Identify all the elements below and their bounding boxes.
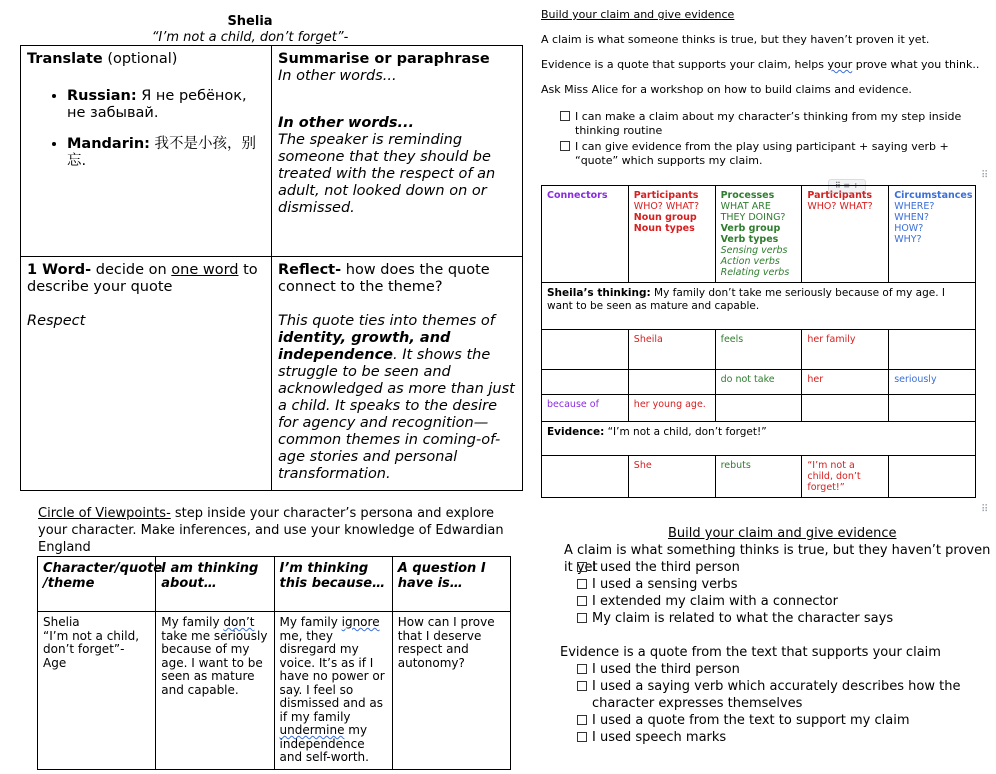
success-criteria-evidence[interactable]: I can give evidence from the play using participant + saying verb + “quote” which supports my claim.: [560, 140, 970, 154]
summarise-answer: In other words... The speaker is reminding someone that they should be treated with the respect of an adult, not looked down on or dismissed.: [278, 115, 496, 216]
reflect-heading: Reflect-: [278, 262, 342, 278]
drag-handle-icon[interactable]: ⠿: [981, 504, 989, 515]
drag-handle-icon[interactable]: ⠿: [981, 170, 989, 181]
checkbox[interactable]: [577, 664, 587, 674]
grammar-row: She rebuts “I’m not a child, don’t forget!”: [542, 456, 976, 498]
translate-heading: Translate: [27, 51, 103, 67]
circle-of-viewpoints-table: [37, 556, 511, 770]
cov-header-question: A question I have is…: [392, 557, 510, 612]
col-connectors[interactable]: Connectors: [542, 186, 629, 283]
quote-analysis-table: [20, 45, 523, 491]
evidence-definition: Evidence is a quote that supports your claim, helps your prove what you think..: [541, 58, 980, 71]
cov-cell-thinking-about[interactable]: My family don’t take me seriously because of my age. I want to be seen as mature and capable.: [156, 612, 274, 770]
checkbox[interactable]: [577, 596, 587, 606]
col-processes[interactable]: Processes WHAT ARE THEY DOING? Verb group Verb types Sensing verbs Action verbs Relating verbs: [715, 186, 802, 283]
translation-mandarin: • Mandarin: 我不是小孩，别忘.: [67, 136, 265, 170]
workshop-note: Ask Miss Alice for a workshop on how to build claims and evidence.: [541, 83, 912, 96]
claim-check-item[interactable]: I extended my claim with a connector: [577, 593, 987, 610]
evidence-row[interactable]: Evidence: “I’m not a child, don’t forget!”: [542, 422, 976, 456]
evidence-criteria-intro: Evidence is a quote from the text that supports your claim: [560, 645, 941, 660]
translate-cell[interactable]: [21, 46, 272, 257]
summarise-prompt: In other words...: [278, 68, 397, 84]
checkbox[interactable]: [577, 715, 587, 725]
checkbox[interactable]: [577, 579, 587, 589]
checkbox[interactable]: [577, 613, 587, 623]
checkbox[interactable]: [577, 562, 587, 572]
one-word-heading: 1 Word-: [27, 262, 92, 278]
card-title-quote: “I’m not a child, don’t forget”-: [151, 30, 349, 45]
reflect-cell[interactable]: Reflect- how does the quote connect to the theme? This quote ties into themes of identity, growth, and independence. It shows the struggle to be seen and acknowledged as more than just a child. It speaks to the desire for agency and recognition—common themes in coming-of-age stories and personal transformation.: [272, 257, 523, 491]
reflect-answer: This quote ties into themes of identity, growth, and independence. It shows the struggle to be seen and acknowledged as more than just a child. It speaks to the desire for agency and recognition—common themes in coming-of-age stories and personal transformation.: [278, 313, 515, 482]
claim-check-item[interactable]: I used the third person: [577, 559, 987, 576]
translation-list: [27, 88, 265, 170]
checkbox[interactable]: [577, 732, 587, 742]
summarise-cell[interactable]: [272, 46, 523, 257]
cov-header-character: Character/quote /theme: [38, 557, 156, 612]
cov-cell-character[interactable]: Shelia “I’m not a child, don’t forget”- Age: [38, 612, 156, 770]
claim-check-item[interactable]: I used a sensing verbs: [577, 576, 987, 593]
col-participants[interactable]: Participants WHO? WHAT? Noun group Noun types: [628, 186, 715, 283]
cov-cell-question[interactable]: How can I prove that I deserve respect and autonomy?: [392, 612, 510, 770]
checkbox[interactable]: [577, 681, 587, 691]
one-word-answer: Respect: [27, 313, 86, 329]
table-toolbar[interactable]: ⠿ ≡ +: [828, 179, 866, 193]
cov-header-thinking-about: I am thinking about…: [156, 557, 274, 612]
checkbox[interactable]: [560, 111, 570, 121]
checkbox[interactable]: [560, 141, 570, 151]
grammar-row: do not take her seriously: [542, 370, 976, 395]
claim-criteria-intro: A claim is what something thinks is true, but they haven’t proven it yet: [564, 543, 991, 575]
sheila-thinking-row[interactable]: Sheila’s thinking: My family don’t take me seriously because of my age. I want to be seen as mature and capable.: [542, 283, 976, 330]
cov-cell-thinking-because[interactable]: My family ignore me, they disregard my voice. It’s as if I have no power or say. I feel so dismissed and as if my family undermine my independence and self-worth.: [274, 612, 392, 770]
grammar-row: Sheila feels her family: [542, 330, 976, 370]
evidence-check-item[interactable]: I used a quote from the text to support my claim: [577, 712, 987, 729]
grammar-row: because of her young age.: [542, 395, 976, 422]
translation-russian: • Russian: Я не ребёнок, не забывай.: [67, 88, 265, 122]
card-title-name: Shelia: [227, 14, 273, 29]
translate-heading-suffix: (optional): [102, 51, 178, 67]
claim-heading: Build your claim and give evidence: [541, 8, 735, 21]
summarise-heading: Summarise or paraphrase: [278, 51, 490, 67]
criteria-heading: Build your claim and give evidence: [668, 526, 897, 541]
claim-definition: A claim is what someone thinks is true, but they haven’t proven it yet.: [541, 33, 930, 46]
grammar-table: [541, 185, 976, 498]
circle-of-viewpoints-heading: Circle of Viewpoints- step inside your character’s persona and explore your character. Make inferences, and use your knowledge of Edwardian England: [38, 506, 504, 555]
evidence-check-item[interactable]: I used a saying verb which accurately describes how the character expresses themselves: [577, 678, 987, 695]
claim-check-item[interactable]: My claim is related to what the character says: [577, 610, 987, 627]
evidence-check-item[interactable]: I used the third person: [577, 661, 987, 678]
col-participants-2[interactable]: Participants WHO? WHAT?: [802, 186, 889, 283]
cov-header-thinking-because: I’m thinking this because…: [274, 557, 392, 612]
success-criteria-claim[interactable]: I can make a claim about my character’s thinking from my step inside thinking routine: [560, 110, 970, 124]
evidence-check-item[interactable]: I used speech marks: [577, 729, 987, 746]
col-circumstances[interactable]: Circumstances WHERE? WHEN? HOW? WHY?: [889, 186, 976, 283]
one-word-cell[interactable]: 1 Word- decide on one word to describe your quote Respect: [21, 257, 272, 491]
